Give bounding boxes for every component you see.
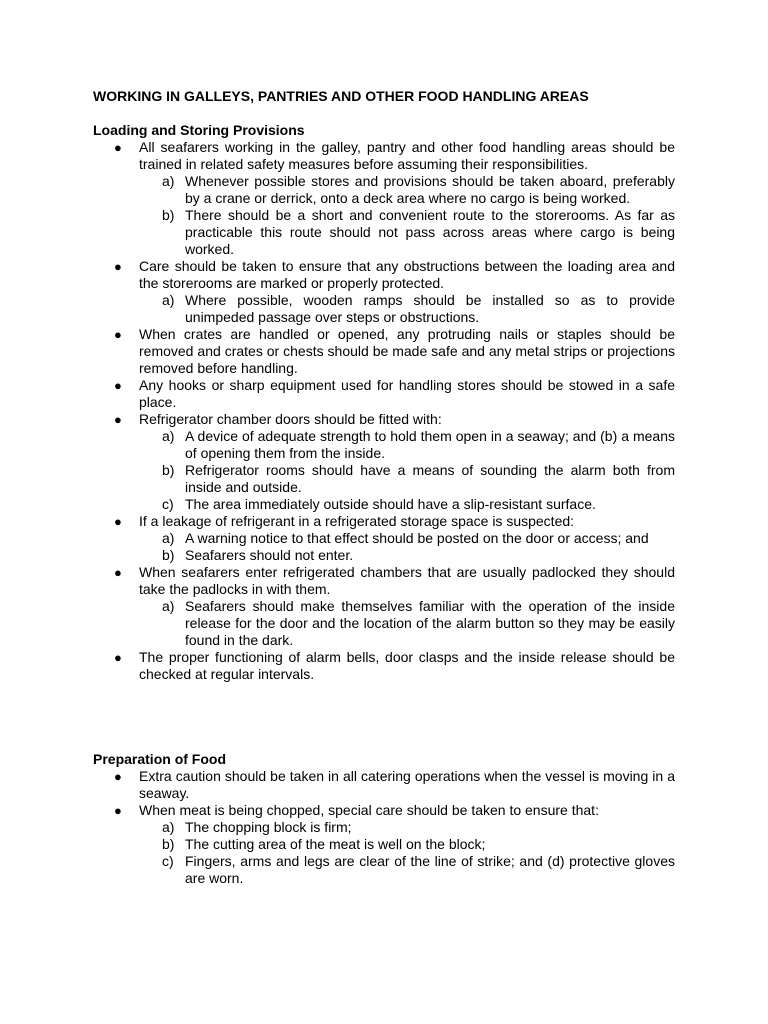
sub-marker: c)	[162, 853, 174, 869]
sub-list	[139, 598, 675, 649]
bullet-icon: ●	[114, 514, 122, 529]
bullet-text: All seafarers working in the galley, pantry and other food handling areas should be trained in related safety measures before assuming their responsibilities.	[139, 139, 675, 172]
sub-text: Whenever possible stores and provisions should be taken aboard, preferably by a crane or derrick, onto a deck area where no cargo is being worked.	[185, 173, 675, 206]
sub-marker: c)	[162, 496, 174, 512]
sub-text: Seafarers should not enter.	[185, 547, 354, 563]
sub-marker: a)	[162, 173, 175, 189]
list-item	[93, 802, 675, 887]
bullet-text: When crates are handled or opened, any protruding nails or staples should be removed and crates or chests should be made safe and any metal strips or projections removed before handling.	[139, 326, 675, 376]
bullet-icon: ●	[114, 769, 122, 784]
list-item	[93, 411, 675, 513]
bullet-text: When seafarers enter refrigerated chambers that are usually padlocked they should take the padlocks in with them.	[139, 564, 675, 597]
sub-item	[139, 530, 675, 547]
sub-list	[139, 292, 675, 326]
list-item	[93, 768, 675, 802]
sub-item	[139, 819, 675, 836]
sub-list	[139, 819, 675, 887]
bullet-icon: ●	[114, 650, 122, 665]
list-item	[93, 377, 675, 411]
sub-item	[139, 207, 675, 258]
bullet-list	[93, 768, 675, 887]
sub-item	[139, 836, 675, 853]
sub-text: The cutting area of the meat is well on the block;	[185, 836, 486, 852]
sub-text: The chopping block is firm;	[185, 819, 352, 835]
bullet-text: Extra caution should be taken in all catering operations when the vessel is moving in a seaway.	[139, 768, 675, 801]
sub-marker: a)	[162, 598, 175, 614]
sub-item	[139, 598, 675, 649]
bullet-text: If a leakage of refrigerant in a refrigerated storage space is suspected:	[139, 513, 575, 529]
sub-marker: b)	[162, 836, 175, 852]
list-item	[93, 513, 675, 564]
section-loading-storing	[93, 122, 675, 683]
sub-text: Refrigerator rooms should have a means of sounding the alarm both from inside and outside.	[185, 462, 675, 495]
list-item	[93, 326, 675, 377]
sub-item	[139, 547, 675, 564]
bullet-icon: ●	[114, 327, 122, 342]
list-item	[93, 564, 675, 649]
list-item	[93, 649, 675, 683]
bullet-icon: ●	[114, 565, 122, 580]
sub-marker: a)	[162, 530, 175, 546]
sub-marker: a)	[162, 819, 175, 835]
sub-text: The area immediately outside should have a slip-resistant surface.	[185, 496, 596, 512]
sub-marker: b)	[162, 547, 175, 563]
bullet-icon: ●	[114, 412, 122, 427]
list-item	[93, 139, 675, 258]
section-heading: Preparation of Food	[93, 751, 226, 767]
sub-text: Where possible, wooden ramps should be installed so as to provide unimpeded passage over steps or obstructions.	[185, 292, 675, 325]
sub-marker: b)	[162, 207, 175, 223]
sub-text: Fingers, arms and legs are clear of the line of strike; and (d) protective gloves are worn.	[185, 853, 675, 886]
sub-item	[139, 173, 675, 207]
bullet-text: Refrigerator chamber doors should be fitted with:	[139, 411, 442, 427]
bullet-text: The proper functioning of alarm bells, door clasps and the inside release should be checked at regular intervals.	[139, 649, 675, 682]
bullet-icon: ●	[114, 140, 122, 155]
bullet-icon: ●	[114, 803, 122, 818]
sub-text: Seafarers should make themselves familiar with the operation of the inside release for the door and the location of the alarm button so they may be easily found in the dark.	[185, 598, 675, 648]
bullet-list	[93, 139, 675, 683]
sub-text: A device of adequate strength to hold them open in a seaway; and (b) a means of opening them from the inside.	[185, 428, 675, 461]
section-preparation-of-food	[93, 751, 675, 887]
sub-item	[139, 496, 675, 513]
sub-list	[139, 428, 675, 513]
sub-item	[139, 428, 675, 462]
sub-marker: a)	[162, 428, 175, 444]
sub-marker: a)	[162, 292, 175, 308]
sub-item	[139, 853, 675, 887]
list-item	[93, 258, 675, 326]
section-heading: Loading and Storing Provisions	[93, 122, 305, 138]
bullet-icon: ●	[114, 378, 122, 393]
bullet-icon: ●	[114, 259, 122, 274]
sub-item	[139, 462, 675, 496]
document-title: WORKING IN GALLEYS, PANTRIES AND OTHER FOOD HANDLING AREAS	[93, 88, 589, 104]
sub-list	[139, 173, 675, 258]
sub-text: A warning notice to that effect should be posted on the door or access; and	[185, 530, 649, 546]
bullet-text: Care should be taken to ensure that any obstructions between the loading area and the storerooms are marked or properly protected.	[139, 258, 675, 291]
sub-text: There should be a short and convenient route to the storerooms. As far as practicable this route should not pass across areas where cargo is being worked.	[185, 207, 675, 257]
sub-item	[139, 292, 675, 326]
bullet-text: When meat is being chopped, special care should be taken to ensure that:	[139, 802, 599, 818]
sub-marker: b)	[162, 462, 175, 478]
sub-list	[139, 530, 675, 564]
bullet-text: Any hooks or sharp equipment used for handling stores should be stowed in a safe place.	[139, 377, 675, 410]
